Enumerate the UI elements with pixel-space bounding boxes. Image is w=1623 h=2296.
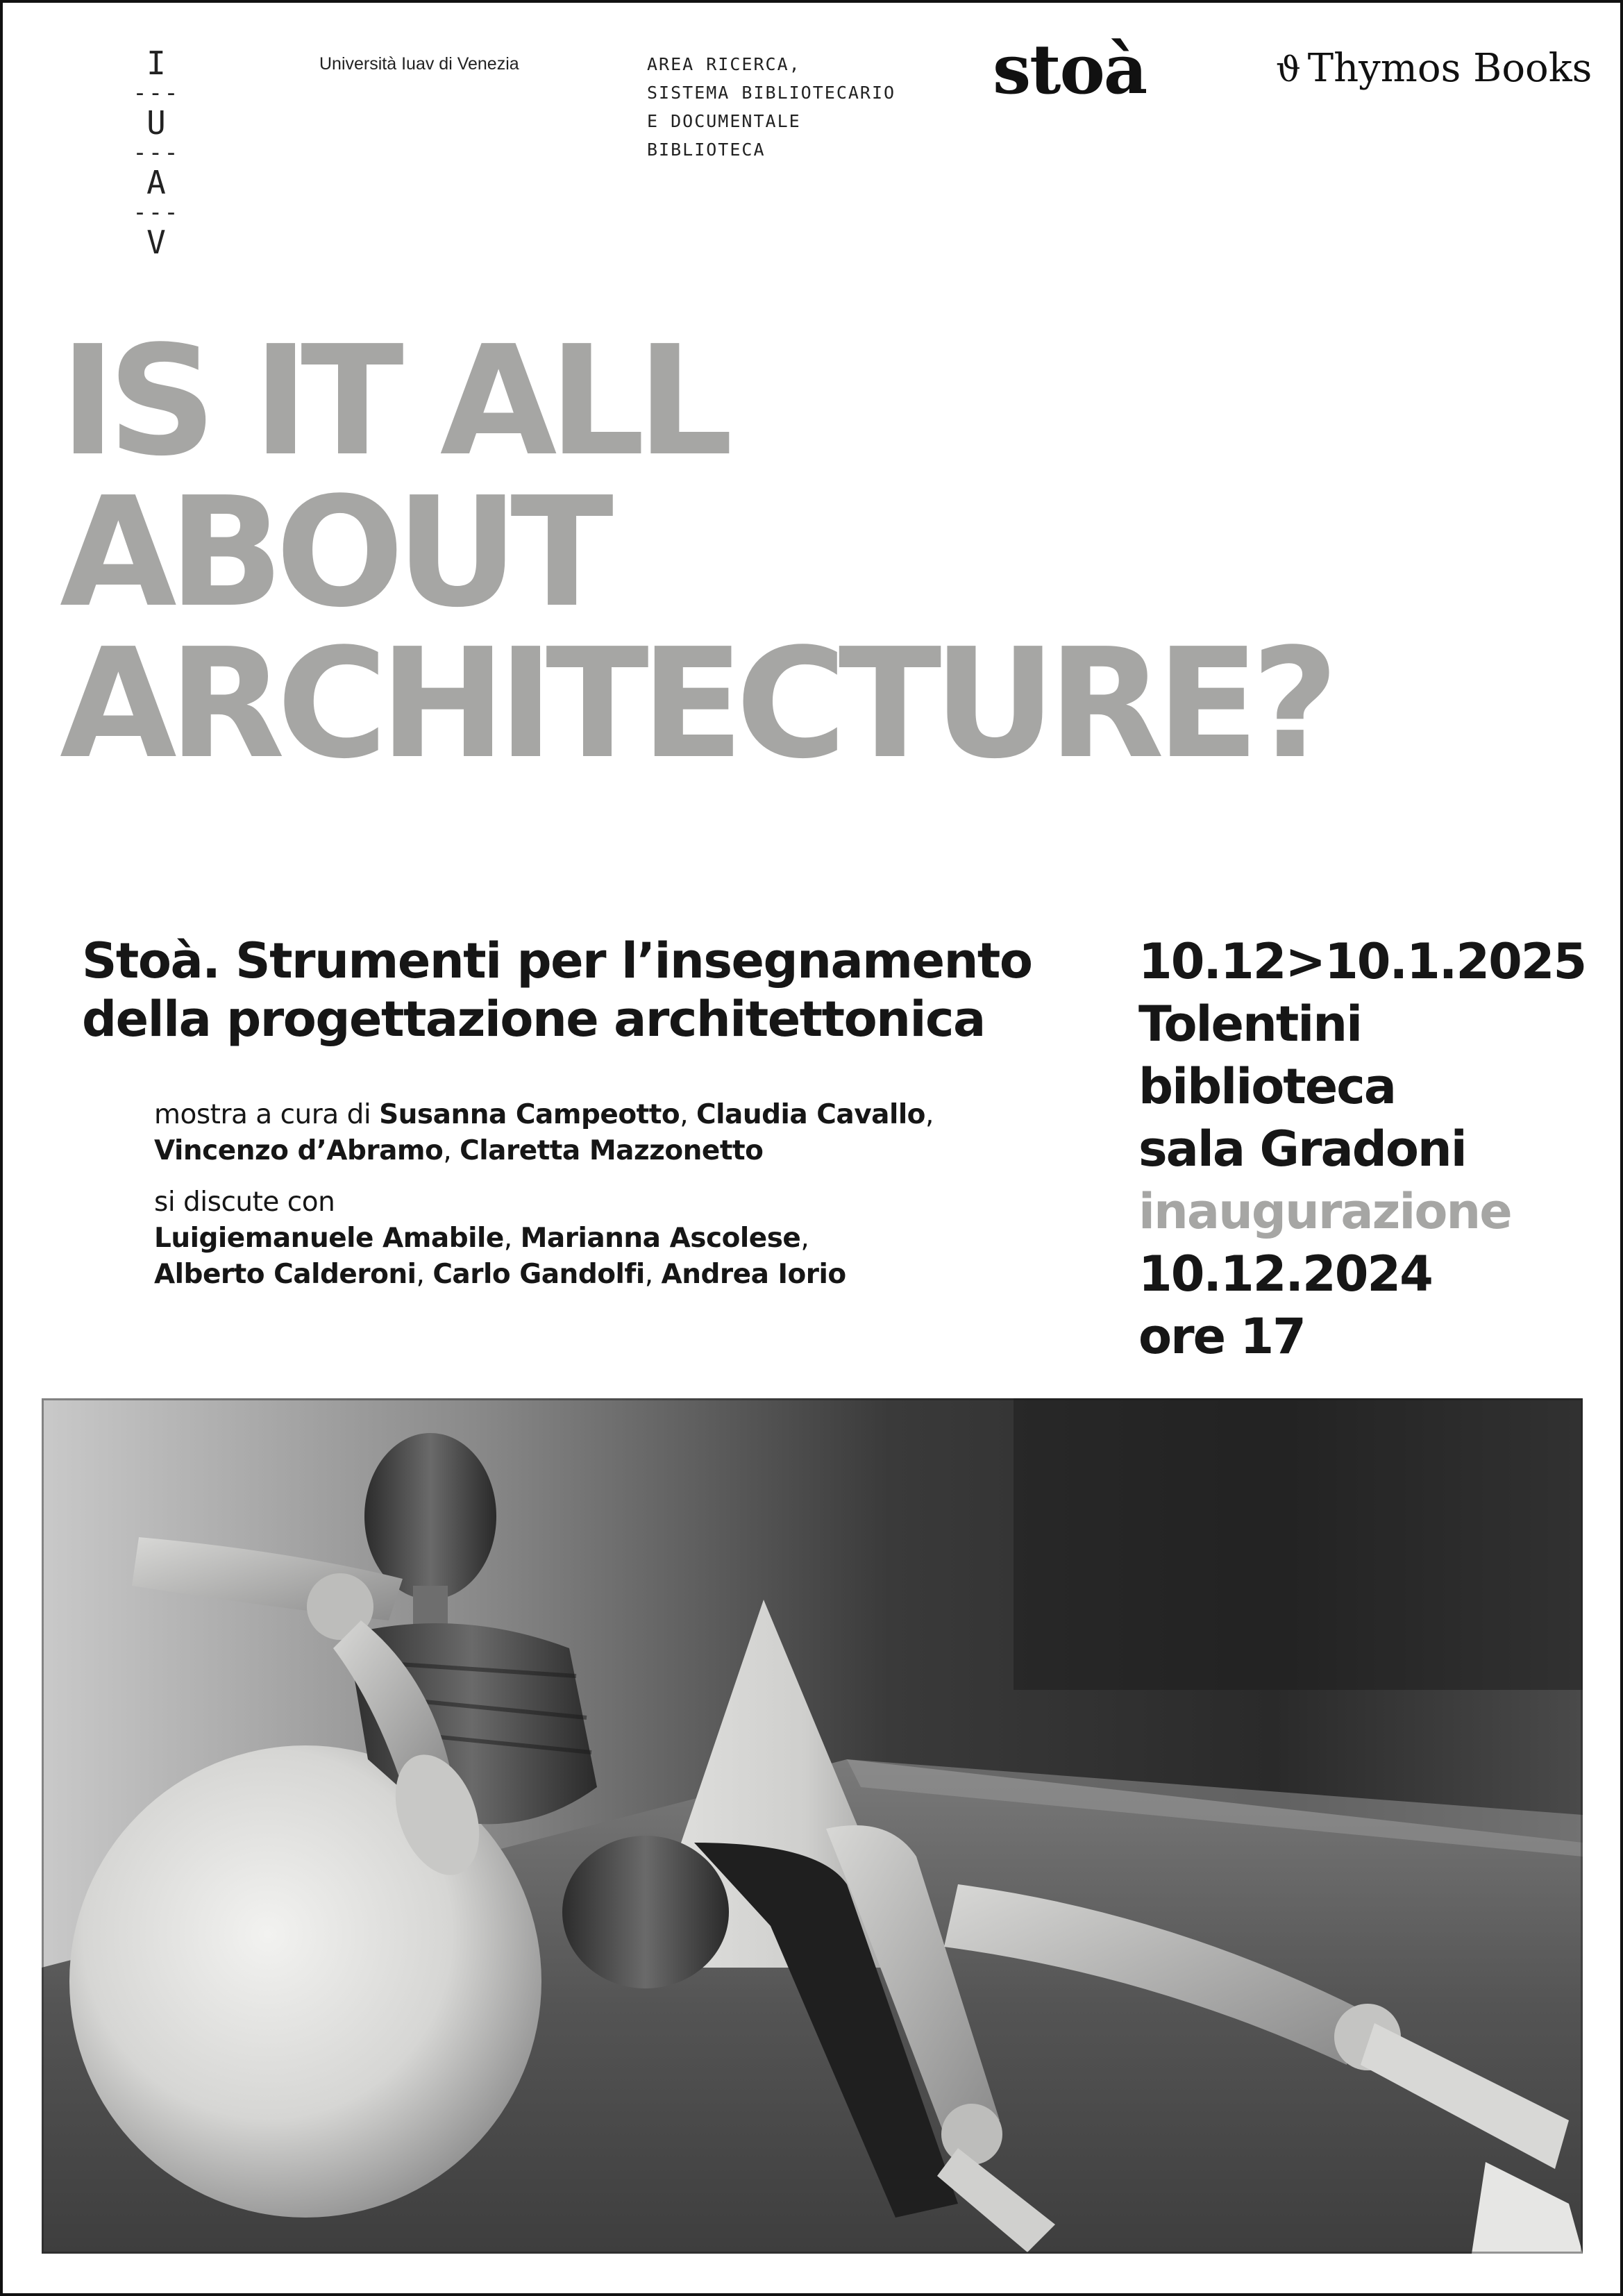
department-line: BIBLIOTECA (647, 140, 766, 160)
iuav-dash: --- (133, 199, 180, 226)
discussant-name: Luigiemanuele Amabile (154, 1223, 504, 1254)
iuav-dash: --- (133, 79, 180, 107)
curated-by-label: mostra a cura di (154, 1099, 380, 1130)
iuav-letter: U (146, 104, 166, 142)
library-department (647, 50, 895, 164)
curator-name: Vincenzo d’Abramo (154, 1135, 444, 1166)
thymos-books-name: Thymos Books (1307, 46, 1592, 91)
title-line: IS IT ALL (60, 314, 725, 489)
spacer (154, 1169, 934, 1184)
opening-date: 10.12.2024 (1138, 1246, 1432, 1302)
venue-line: biblioteca (1138, 1058, 1395, 1115)
iuav-logo (121, 44, 191, 261)
university-name: Università Iuav di Venezia (319, 54, 519, 74)
thymos-glyph-icon: ϑ (1276, 49, 1301, 90)
stoa-logo: stoà (993, 30, 1147, 110)
venue-line: Tolentini (1138, 996, 1362, 1053)
event-info (1138, 930, 1586, 1368)
title-line: ABOUT (60, 465, 605, 641)
curators-line-1: mostra a cura di Susanna Campeotto, Claudia Cavallo, (154, 1099, 934, 1130)
venue-line: sala Gradoni (1138, 1121, 1466, 1178)
department-line: SISTEMA BIBLIOTECARIO (647, 83, 896, 103)
opening-label: inaugurazione (1138, 1183, 1511, 1240)
exhibition-subtitle (82, 932, 1032, 1048)
discussant-name: Marianna Ascolese (520, 1223, 801, 1254)
iuav-letter: I (146, 44, 166, 82)
department-line: E DOCUMENTALE (647, 111, 801, 131)
subtitle-line: Stoà. Strumenti per l’insegnamento (82, 932, 1032, 989)
curators-line-2: Vincenzo d’Abramo, Claretta Mazzonetto (154, 1135, 764, 1166)
curator-name: Claudia Cavallo (696, 1099, 925, 1130)
discussant-name: Andrea Iorio (661, 1259, 846, 1290)
title-line: ARCHITECTURE? (60, 617, 1331, 792)
iuav-letter: V (146, 224, 166, 261)
thymos-books-logo (1276, 46, 1592, 91)
iuav-letter: A (146, 164, 166, 201)
discussant-name: Carlo Gandolfi (432, 1259, 645, 1290)
subtitle-line: della progettazione architettonica (82, 991, 985, 1048)
discussant-name: Alberto Calderoni (154, 1259, 417, 1290)
opening-time: ore 17 (1138, 1308, 1305, 1365)
discussants-line-1: Luigiemanuele Amabile, Marianna Ascolese, (154, 1223, 809, 1254)
iuav-dash: --- (133, 139, 180, 167)
poster-title (60, 314, 1331, 792)
discussants-line-2: Alberto Calderoni, Carlo Gandolfi, Andrea Iorio (154, 1259, 846, 1290)
curator-name: Susanna Campeotto (379, 1099, 680, 1130)
credits (154, 1097, 934, 1293)
exhibition-dates: 10.12>10.1.2025 (1138, 933, 1586, 990)
department-line: AREA RICERCA, (647, 54, 801, 74)
curator-name: Claretta Mazzonetto (460, 1135, 764, 1166)
mannequin-photograph (42, 1398, 1583, 2254)
discuss-label: si discute con (154, 1187, 335, 1218)
